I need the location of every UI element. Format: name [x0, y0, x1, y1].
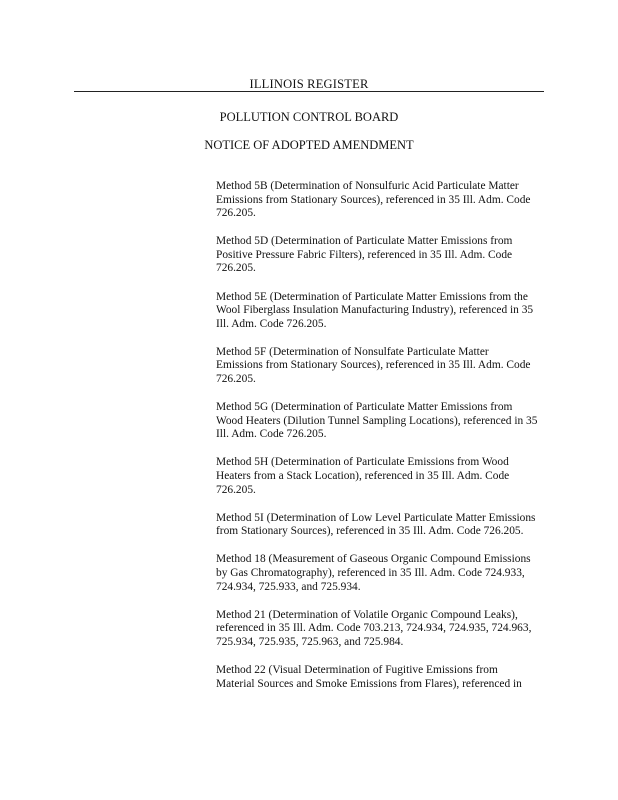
- agency-name: POLLUTION CONTROL BOARD: [219, 110, 399, 124]
- method-item: Method 21 (Determination of Volatile Organic Compound Leaks), referenced in 35 Ill. Adm. Code 703.213, 724.934, 724.935, 724.963, 725.934, 725.935, 725.963, and 725.984.: [216, 608, 532, 648]
- method-item: Method 5G (Determination of Particulate Matter Emissions from Wood Heaters (Dilution Tunnel Sampling Locations), referenced in 35 Ill. Adm. Code 726.205.: [216, 401, 538, 441]
- notice-title: NOTICE OF ADOPTED AMENDMENT: [204, 138, 414, 152]
- method-list: [216, 180, 538, 706]
- method-item: Method 5I (Determination of Low Level Particulate Matter Emissions from Stationary Sources), referenced in 35 Ill. Adm. Code 726.205.: [216, 511, 536, 538]
- register-title: ILLINOIS REGISTER: [249, 77, 369, 91]
- method-item: Method 5E (Determination of Particulate Matter Emissions from the Wool Fiberglass Insulation Manufacturing Industry), referenced in 35 Ill. Adm. Code 726.205.: [216, 290, 534, 330]
- method-item: Method 5H (Determination of Particulate Emissions from Wood Heaters from a Stack Location), referenced in 35 Ill. Adm. Code 726.205.: [216, 456, 510, 496]
- method-item: Method 22 (Visual Determination of Fugitive Emissions from Material Sources and Smoke Emissions from Flares), referenced in: [216, 663, 522, 690]
- method-item: Method 5D (Determination of Particulate Matter Emissions from Positive Pressure Fabric Filters), referenced in 35 Ill. Adm. Code 726.205.: [216, 235, 513, 275]
- method-item: Method 5F (Determination of Nonsulfate Particulate Matter Emissions from Stationary Sources), referenced in 35 Ill. Adm. Code 726.205.: [216, 345, 531, 386]
- method-item: Method 5B (Determination of Nonsulfuric Acid Particulate Matter Emissions from Stationary Sources), referenced in 35 Ill. Adm. Code 726.205.: [216, 180, 531, 220]
- method-item: Method 18 (Measurement of Gaseous Organic Compound Emissions by Gas Chromatography), referenced in 35 Ill. Adm. Code 724.933, 724.934, 725.933, and 725.934.: [216, 553, 531, 593]
